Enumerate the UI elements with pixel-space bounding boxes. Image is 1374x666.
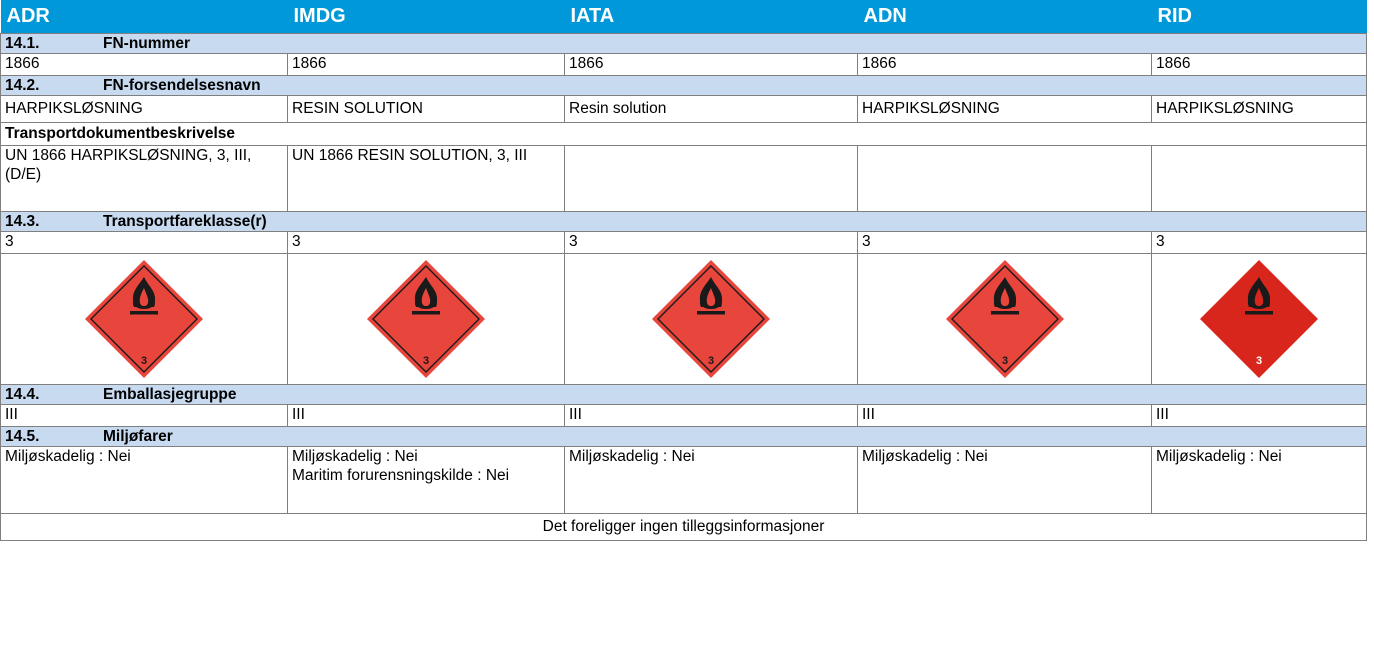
section-environment — [1, 427, 1367, 447]
cell-iata: III — [565, 405, 858, 427]
cell-adr: HARPIKSLØSNING — [1, 96, 288, 123]
shipping-name-row — [1, 96, 1367, 123]
cell-imdg: III — [288, 405, 565, 427]
packing-group-row — [1, 405, 1367, 427]
header-row — [1, 0, 1367, 34]
cell-imdg: 1866 — [288, 54, 565, 76]
cell-iata: Resin solution — [565, 96, 858, 123]
cell-rid: HARPIKSLØSNING — [1152, 96, 1367, 123]
pictogram-class-number: 3 — [422, 355, 430, 367]
section-number: 14.2. — [5, 77, 40, 94]
transport-doc-row — [1, 146, 1367, 212]
flammable-pictogram — [83, 258, 205, 380]
cell-imdg: UN 1866 RESIN SOLUTION, 3, III — [288, 146, 565, 212]
additional-info-note: Det foreligger ingen tilleggsinformasjoner — [1, 514, 1367, 541]
cell-adn: 3 — [858, 232, 1152, 254]
cell-rid: III — [1152, 405, 1367, 427]
un-number-row — [1, 54, 1367, 76]
cell-adn: 1866 — [858, 54, 1152, 76]
flammable-pictogram — [650, 258, 772, 380]
cell-imdg — [288, 254, 565, 385]
cell-adn: HARPIKSLØSNING — [858, 96, 1152, 123]
transport-doc-heading-row — [1, 123, 1367, 146]
cell-adn — [858, 254, 1152, 385]
section-un-number — [1, 34, 1367, 54]
section-title: Emballasjegruppe — [103, 386, 237, 403]
cell-rid: 1866 — [1152, 54, 1367, 76]
pictogram-class-number: 3 — [707, 355, 715, 367]
cell-adr: UN 1866 HARPIKSLØSNING, 3, III, (D/E) — [1, 146, 288, 212]
section-number: 14.4. — [5, 386, 40, 403]
cell-iata — [565, 254, 858, 385]
cell-adn: III — [858, 405, 1152, 427]
section-title: Transportfareklasse(r) — [103, 213, 267, 230]
section-title: FN-forsendelsesnavn — [103, 77, 261, 94]
flammable-pictogram — [1198, 258, 1320, 380]
cell-adr: 3 — [1, 232, 288, 254]
cell-rid — [1152, 146, 1367, 212]
cell-imdg: RESIN SOLUTION — [288, 96, 565, 123]
cell-adr: Miljøskadelig : Nei — [1, 447, 288, 514]
header-imdg: IMDG — [288, 0, 565, 34]
environment-row — [1, 447, 1367, 514]
section-packing-group — [1, 385, 1367, 405]
cell-adn — [858, 146, 1152, 212]
cell-rid — [1152, 254, 1367, 385]
flammable-pictogram — [944, 258, 1066, 380]
cell-iata: 1866 — [565, 54, 858, 76]
header-rid: RID — [1152, 0, 1367, 34]
section-hazard-class — [1, 212, 1367, 232]
footer-row — [1, 514, 1367, 541]
section-number: 14.1. — [5, 35, 40, 52]
cell-adn: Miljøskadelig : Nei — [858, 447, 1152, 514]
section-title: FN-nummer — [103, 35, 190, 52]
pictogram-row — [1, 254, 1367, 385]
header-iata: IATA — [565, 0, 858, 34]
cell-imdg: Miljøskadelig : Nei Maritim forurensningskilde : Nei — [288, 447, 565, 514]
cell-adr: III — [1, 405, 288, 427]
cell-adr: 1866 — [1, 54, 288, 76]
cell-iata: 3 — [565, 232, 858, 254]
cell-rid: 3 — [1152, 232, 1367, 254]
section-shipping-name — [1, 76, 1367, 96]
hazard-class-row — [1, 232, 1367, 254]
pictogram-class-number: 3 — [1001, 355, 1008, 367]
pictogram-class-number: 3 — [1255, 355, 1263, 367]
cell-rid: Miljøskadelig : Nei — [1152, 447, 1367, 514]
section-title: Miljøfarer — [103, 428, 173, 445]
flammable-pictogram — [365, 258, 487, 380]
cell-iata: Miljøskadelig : Nei — [565, 447, 858, 514]
cell-imdg: 3 — [288, 232, 565, 254]
cell-iata — [565, 146, 858, 212]
pictogram-class-number: 3 — [140, 355, 148, 367]
header-adn: ADN — [858, 0, 1152, 34]
transport-doc-heading: Transportdokumentbeskrivelse — [1, 123, 1367, 146]
section-number: 14.5. — [5, 428, 40, 445]
section-number: 14.3. — [5, 213, 40, 230]
header-adr: ADR — [1, 0, 288, 34]
cell-adr — [1, 254, 288, 385]
